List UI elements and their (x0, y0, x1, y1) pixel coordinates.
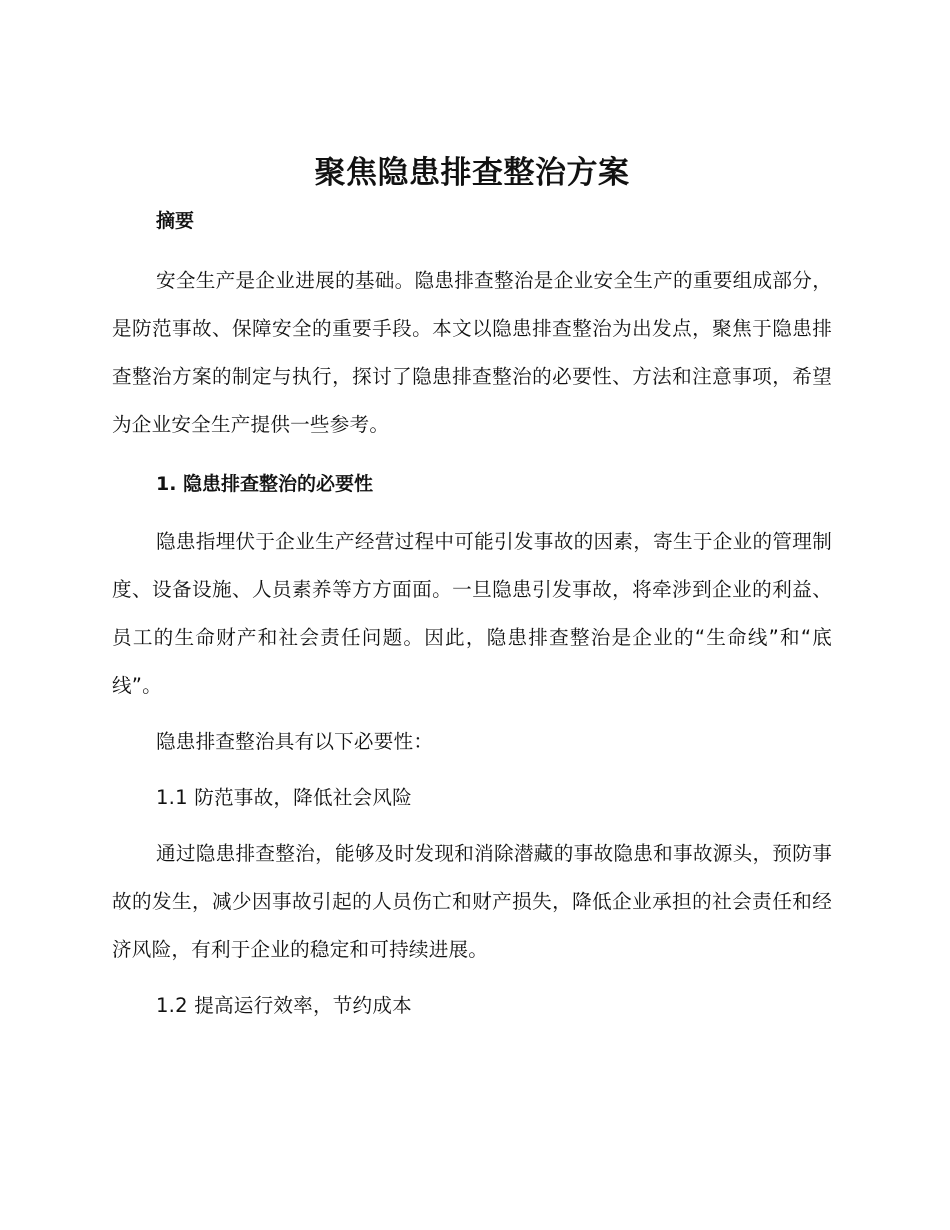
abstract-paragraph: 安全生产是企业进展的基础。隐患排查整治是企业安全生产的重要组成部分，是防范事故、保障安全的重要手段。本文以隐患排查整治为出发点，聚焦于隐患排查整治方案的制定与执行，探讨了隐患排查整治的必要性、方法和注意事项，希望为企业安全生产提供一些参考。 (112, 269, 832, 436)
section-1-heading: 1. 隐患排查整治的必要性 (156, 473, 374, 495)
abstract-heading: 摘要 (156, 210, 195, 232)
subsection-1-1-heading: 1.1 防范事故，降低社会风险 (156, 786, 412, 809)
section-1-intro: 隐患排查整治具有以下必要性： (156, 730, 434, 753)
section-1-paragraph: 隐患指埋伏于企业生产经营过程中可能引发事故的因素，寄生于企业的管理制度、设备设施、人员素养等方方面面。一旦隐患引发事故，将牵涉到企业的利益、员工的生命财产和社会责任问题。因此，隐患排查整治是企业的“生命线”和“底线”。 (112, 530, 832, 697)
subsection-1-1-paragraph: 通过隐患排查整治，能够及时发现和消除潜藏的事故隐患和事故源头，预防事故的发生，减少因事故引起的人员伤亡和财产损失，降低企业承担的社会责任和经济风险，有利于企业的稳定和可持续进展。 (112, 842, 832, 961)
document-title: 聚焦隐患排查整治方案 (314, 155, 630, 191)
document-body (112, 148, 832, 1030)
subsection-1-2-heading: 1.2 提高运行效率，节约成本 (156, 994, 412, 1017)
